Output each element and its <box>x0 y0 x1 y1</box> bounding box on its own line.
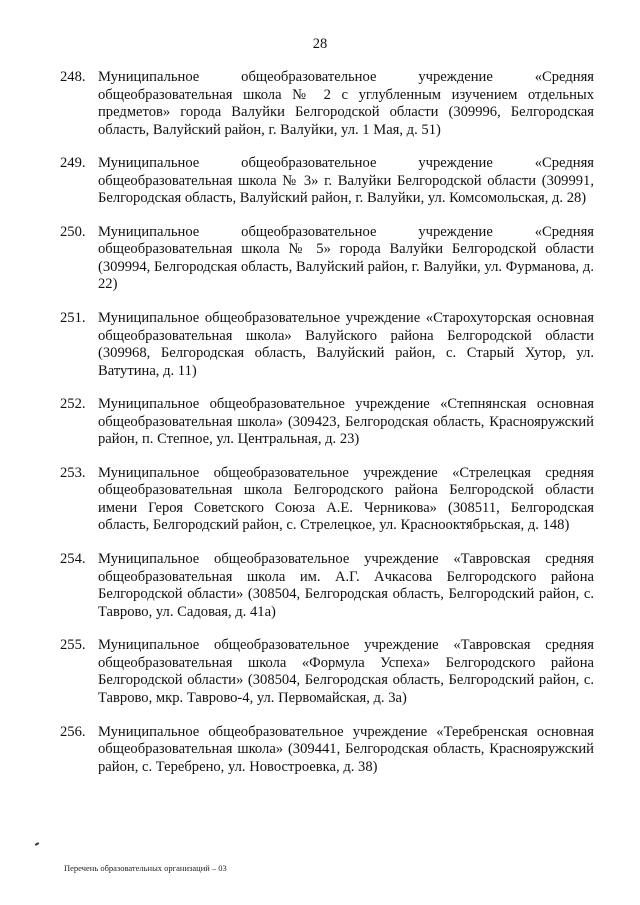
entry-number: 251. <box>60 310 86 327</box>
entry-text: Муниципальное общеобразовательное учреждение «Средняя общеобразовательная школа № 3» г. Валуйки Белгородской области (309991, Белгородская область, Валуйский район, г. Валуйки, ул. Комсомольская, д. 28) <box>98 155 594 207</box>
entry-number: 255. <box>60 637 86 654</box>
entry-number: 256. <box>60 723 86 740</box>
scan-mark <box>35 842 39 846</box>
list-item <box>60 551 594 621</box>
entry-text: Муниципальное общеобразовательное учреждение «Теребренская основная общеобразовательная школа» (309441, Белгородская область, Краснояружский район, с. Теребрено, ул. Новостроевка, д. 38) <box>98 723 594 775</box>
list-item <box>60 465 594 535</box>
list-item <box>60 637 594 707</box>
list-item <box>60 69 594 139</box>
entry-number: 250. <box>60 223 86 240</box>
entry-number: 253. <box>60 464 86 481</box>
list-item <box>60 724 594 777</box>
entry-text: Муниципальное общеобразовательное учреждение «Средняя общеобразовательная школа № 2 с углубленным изучением отдельных предметов» города Валуйки Белгородской области (309996, Белгородская область, Валуйский район, г. Валуйки, ул. 1 Мая, д. 51) <box>98 69 594 138</box>
list-item <box>60 155 594 208</box>
page-number: 28 <box>312 36 328 52</box>
entry-number: 254. <box>60 551 86 568</box>
entry-text: Муниципальное общеобразовательное учреждение «Тавровская средняя общеобразовательная школа «Формула Успеха» Белгородского района Белгородской области» (308504, Белгородская область, Белгородский район, с. Таврово, мкр. Таврово-4, ул. Первомайская, д. 3а) <box>98 637 594 706</box>
list-item <box>60 224 594 294</box>
list-item <box>60 310 594 380</box>
entry-number: 248. <box>60 69 86 85</box>
entry-text: Муниципальное общеобразовательное учреждение «Стрелецкая средняя общеобразовательная школа Белгородского района Белгородской области имени Героя Советского Союза А.Е. Черникова» (308511, Белгородская область, Белгородский район, с. Стрелецкое, ул. Краснооктябрьская, д. 148) <box>98 464 594 534</box>
page-footer: Перечень образовательных организаций – 03 <box>64 863 227 873</box>
entry-text: Муниципальное общеобразовательное учреждение «Тавровская средняя общеобразовательная школа им. А.Г. Ачкасова Белгородского района Белгородской области» (308504, Белгородская область, Белгородский район, с. Таврово, ул. Садовая, д. 41а) <box>98 551 594 620</box>
entries-list <box>60 69 594 792</box>
list-item <box>60 396 594 449</box>
entry-text: Муниципальное общеобразовательное учреждение «Средняя общеобразовательная школа № 5» города Валуйки Белгородской области (309994, Белгородская область, Валуйский район, г. Валуйки, ул. Фурманова, д. 22) <box>98 223 594 293</box>
entry-text: Муниципальное общеобразовательное учреждение «Старохуторская основная общеобразовательная школа» Валуйского района Белгородской области (309968, Белгородская область, Валуйский район, с. Старый Хутор, ул. Ватутина, д. 11) <box>98 310 594 379</box>
entry-text: Муниципальное общеобразовательное учреждение «Степнянская основная общеобразовательная школа» (309423, Белгородская область, Краснояружский район, п. Степное, ул. Центральная, д. 23) <box>98 396 594 448</box>
entry-number: 249. <box>60 155 86 172</box>
entry-number: 252. <box>60 396 86 413</box>
